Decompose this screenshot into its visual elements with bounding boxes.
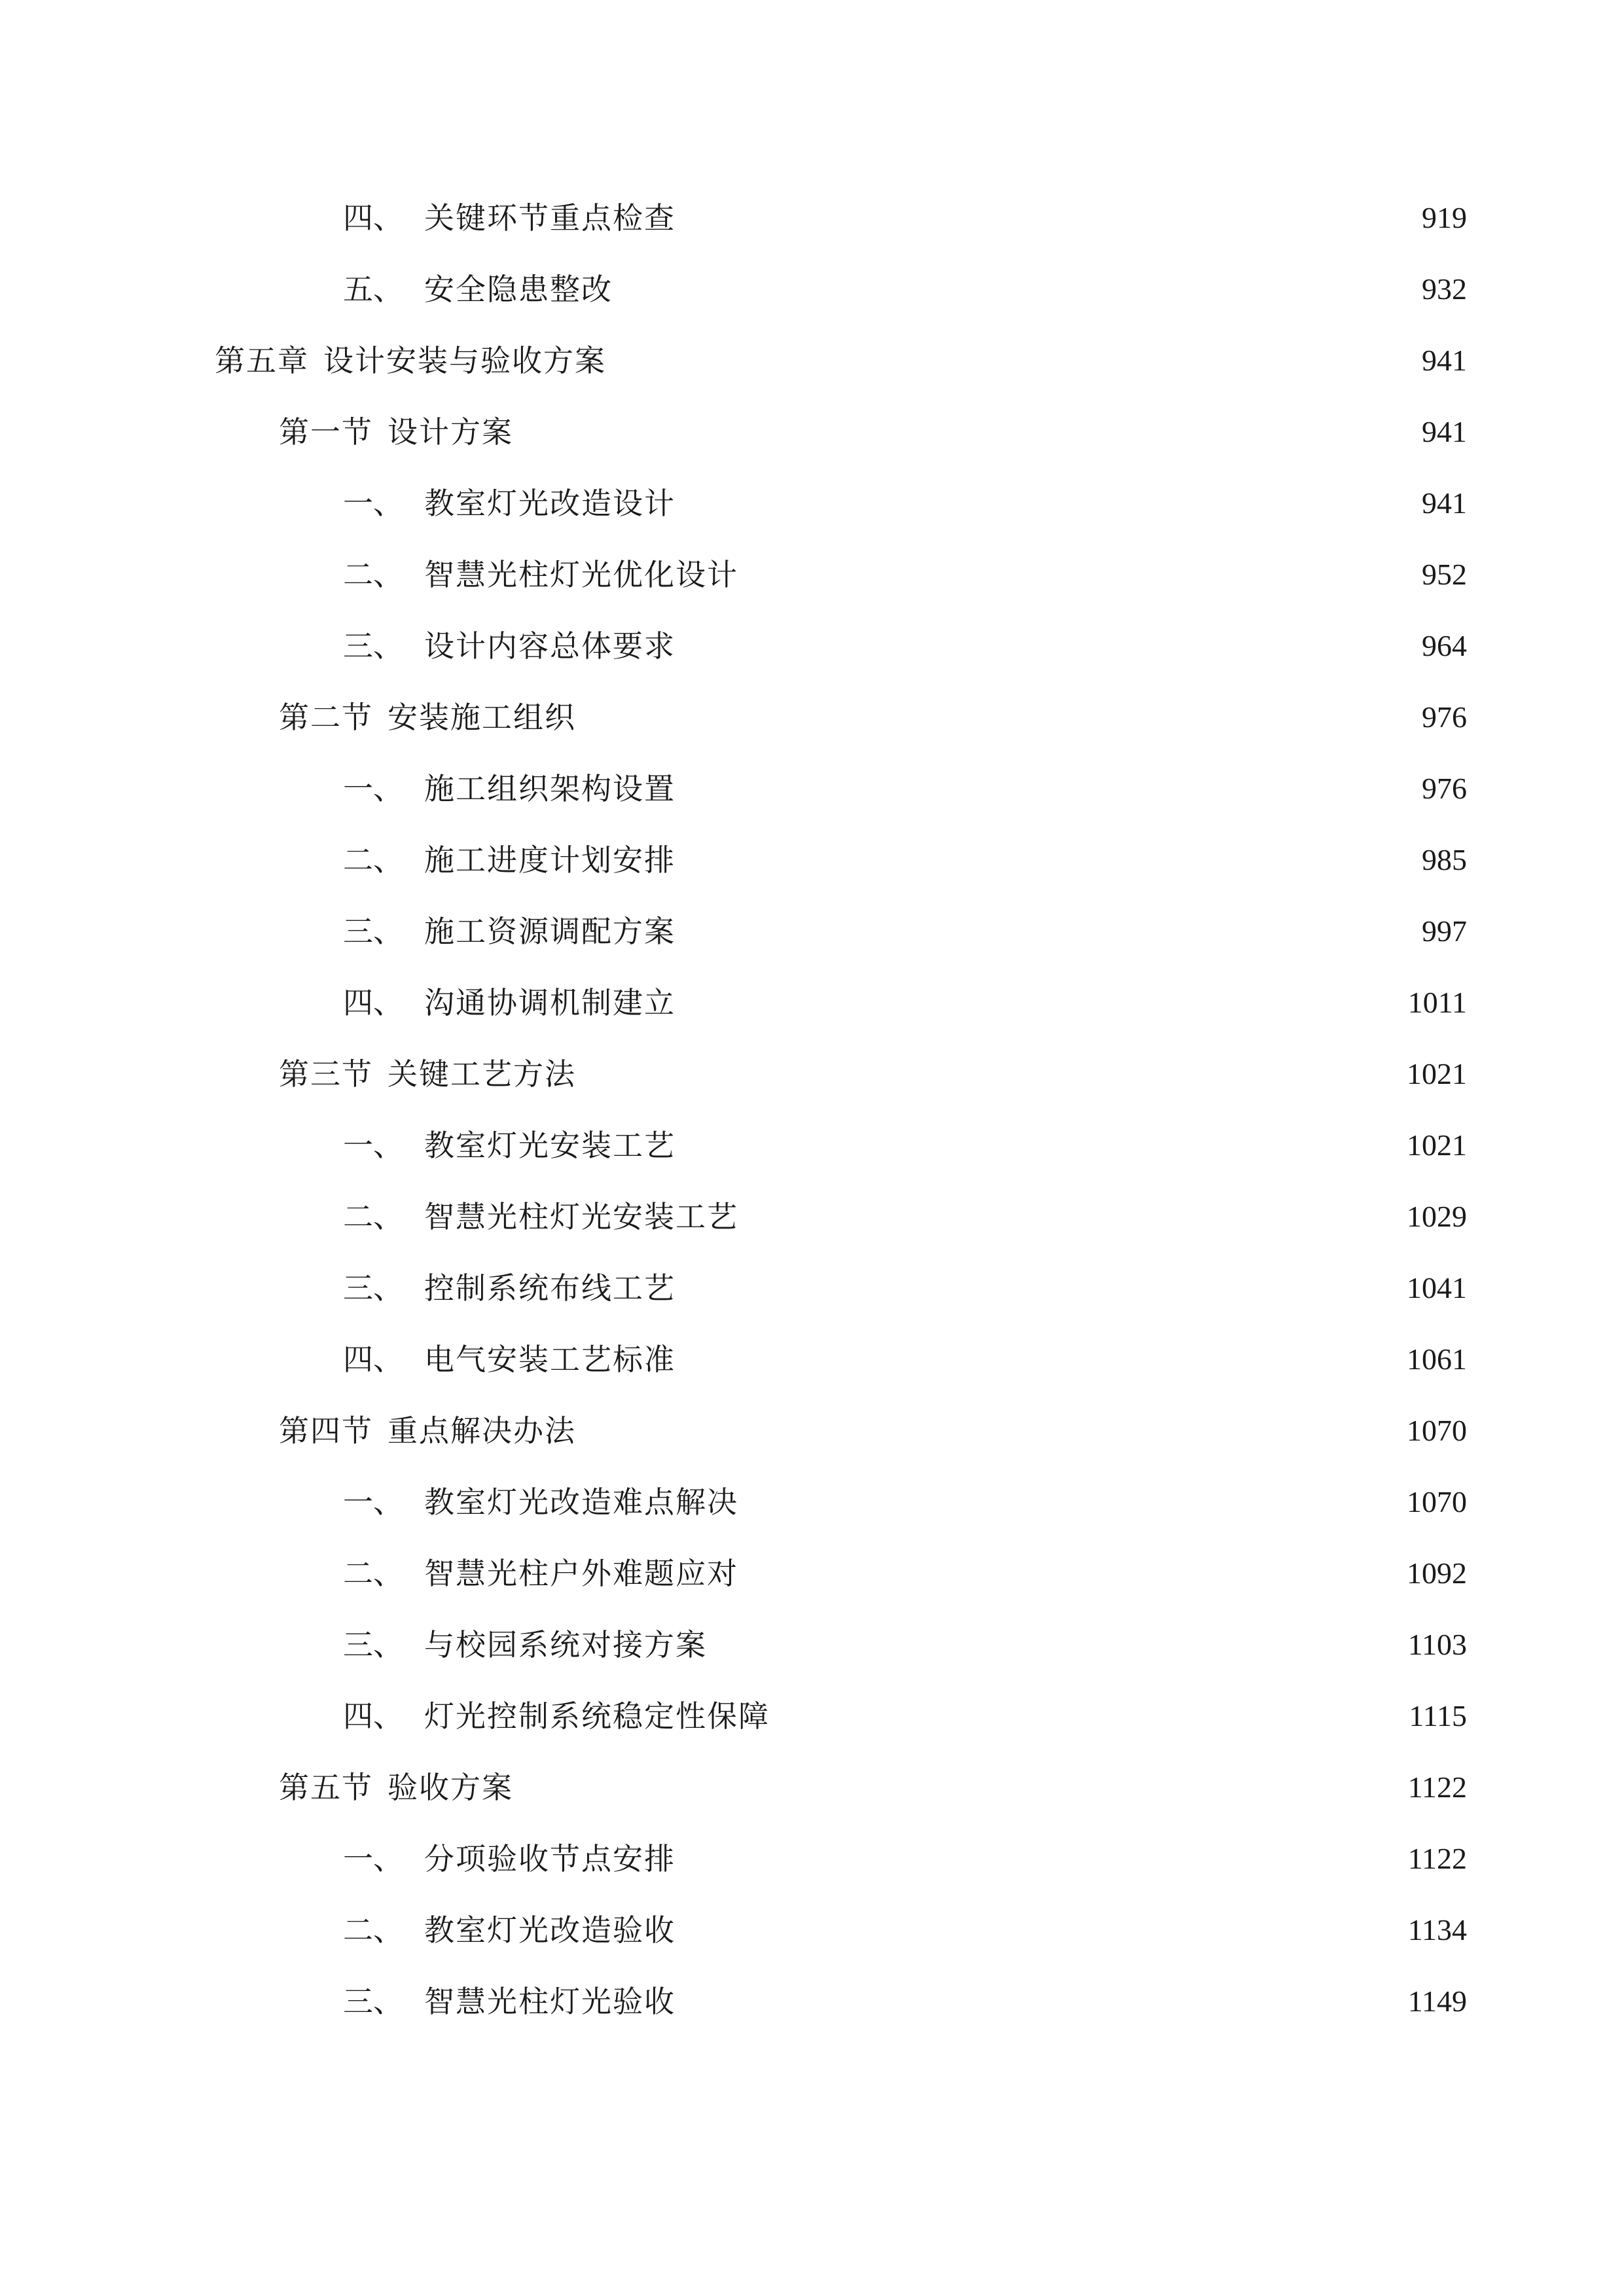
dot-leader [585, 691, 1410, 744]
toc-entry[interactable] [343, 477, 1467, 529]
toc-entry-page: 1115 [1409, 1699, 1467, 1732]
toc-entry-page: 1021 [1407, 1128, 1467, 1162]
toc-entry-number: 第五节 [279, 1770, 373, 1805]
toc-entry-number: 一、 [343, 1841, 403, 1876]
toc-entry-number: 第四节 [279, 1413, 373, 1448]
toc-entry[interactable] [343, 1119, 1467, 1172]
toc-entry-number: 三、 [343, 914, 403, 949]
dot-leader [685, 1833, 1396, 1885]
toc-entry-page: 1070 [1407, 1485, 1467, 1518]
toc-entry[interactable] [343, 905, 1467, 958]
toc-entry[interactable] [343, 1191, 1467, 1243]
toc-entry-number: 三、 [343, 628, 403, 664]
toc-entry-page: 932 [1422, 272, 1467, 306]
toc-entry-title: 设计方案 [388, 414, 513, 450]
dot-leader [685, 1975, 1396, 2028]
toc-entry-number: 二、 [343, 842, 403, 878]
toc-entry[interactable] [343, 1904, 1467, 1956]
dot-leader [716, 1619, 1396, 1671]
toc-entry-title: 电气安装工艺标准 [424, 1342, 676, 1377]
toc-entry[interactable] [343, 977, 1467, 1029]
dot-leader [615, 334, 1410, 387]
toc-entry-page: 1021 [1407, 1057, 1467, 1090]
toc-entry-number: 二、 [343, 1556, 403, 1591]
toc-entry[interactable] [343, 1476, 1467, 1528]
dot-leader [779, 1690, 1397, 1742]
toc-entry-number: 二、 [343, 1912, 403, 1948]
toc-entry-number: 四、 [343, 1342, 403, 1377]
toc-entry-title: 教室灯光改造难点解决 [424, 1484, 738, 1520]
toc-entry-title: 教室灯光安装工艺 [424, 1128, 676, 1163]
dot-leader [685, 620, 1410, 672]
toc-entry-title: 沟通协调机制建立 [424, 985, 676, 1020]
dot-leader [685, 1904, 1396, 1956]
toc-entry-title: 验收方案 [388, 1770, 513, 1805]
toc-entry-title: 分项验收节点安排 [424, 1841, 676, 1876]
toc-entry-page: 941 [1422, 486, 1467, 520]
toc-entry-page: 941 [1422, 415, 1467, 448]
toc-entry[interactable] [343, 1333, 1467, 1386]
toc-entry-number: 四、 [343, 200, 403, 236]
toc-entry-page: 1011 [1407, 986, 1467, 1019]
dot-leader [585, 1048, 1395, 1100]
toc-entry-title: 控制系统布线工艺 [424, 1270, 676, 1306]
toc-entry-page: 1061 [1407, 1342, 1467, 1376]
toc-entry[interactable] [343, 834, 1467, 886]
dot-leader [685, 834, 1410, 886]
dot-leader [748, 1191, 1395, 1243]
dot-leader [685, 192, 1410, 244]
dot-leader [685, 1333, 1395, 1386]
toc-entry-section[interactable] [279, 1761, 1467, 1814]
toc-entry-number: 三、 [343, 1270, 403, 1306]
dot-leader [685, 905, 1410, 958]
dot-leader [685, 1119, 1395, 1172]
toc-entry-title: 施工进度计划安排 [424, 842, 676, 878]
toc-entry-title: 智慧光柱灯光验收 [424, 1984, 676, 2019]
toc-entry-section[interactable] [279, 1048, 1467, 1100]
dot-leader [748, 548, 1410, 601]
toc-entry-title: 重点解决办法 [388, 1413, 576, 1448]
toc-entry-page: 1070 [1407, 1414, 1467, 1447]
toc-entry-section[interactable] [279, 1405, 1467, 1457]
toc-entry-number: 一、 [343, 771, 403, 806]
toc-entry-title: 安装施工组织 [388, 700, 576, 735]
toc-entry[interactable] [343, 263, 1467, 315]
toc-entry-page: 976 [1422, 772, 1467, 805]
toc-entry-title: 智慧光柱户外难题应对 [424, 1556, 738, 1591]
dot-leader [685, 477, 1410, 529]
toc-entry-number: 第三节 [279, 1056, 373, 1092]
toc-entry-chapter[interactable] [215, 334, 1467, 387]
toc-entry-number: 二、 [343, 557, 403, 592]
toc-entry-page: 997 [1422, 914, 1467, 948]
dot-leader [522, 1761, 1396, 1814]
toc-entry-title: 灯光控制系统稳定性保障 [424, 1698, 770, 1734]
toc-entry-title: 关键工艺方法 [388, 1056, 576, 1092]
toc-entry[interactable] [343, 1975, 1467, 2028]
toc-entry-title: 智慧光柱灯光安装工艺 [424, 1199, 738, 1234]
toc-entry-title: 关键环节重点检查 [424, 200, 676, 236]
toc-entry[interactable] [343, 1619, 1467, 1671]
toc-entry-page: 919 [1422, 201, 1467, 234]
dot-leader [685, 977, 1396, 1029]
toc-entry-title: 与校园系统对接方案 [424, 1627, 707, 1662]
toc-entry-number: 第一节 [279, 414, 373, 450]
dot-leader [585, 1405, 1395, 1457]
toc-entry-section[interactable] [279, 406, 1467, 458]
toc-entry[interactable] [343, 1833, 1467, 1885]
toc-entry-number: 一、 [343, 1484, 403, 1520]
dot-leader [622, 263, 1410, 315]
dot-leader [685, 1262, 1395, 1314]
toc-entry-title: 设计内容总体要求 [424, 628, 676, 664]
toc-entry-page: 1092 [1407, 1556, 1467, 1590]
toc-entry-page: 1103 [1407, 1628, 1467, 1661]
toc-entry-page: 976 [1422, 700, 1467, 734]
toc-entry-number: 五、 [343, 272, 403, 307]
dot-leader [748, 1476, 1395, 1528]
dot-leader [748, 1547, 1395, 1600]
toc-entry-page: 1029 [1407, 1200, 1467, 1233]
toc-entry-title: 设计安装与验收方案 [323, 343, 606, 378]
toc-entry-number: 三、 [343, 1984, 403, 2019]
toc-entry[interactable] [343, 192, 1467, 244]
toc-entry-number: 一、 [343, 1128, 403, 1163]
toc-entry-number: 第二节 [279, 700, 373, 735]
toc-entry-page: 1149 [1407, 1984, 1467, 2018]
toc-entry[interactable] [343, 1690, 1467, 1742]
toc-entry-page: 952 [1422, 558, 1467, 591]
toc-entry[interactable] [343, 1547, 1467, 1600]
toc-entry[interactable] [343, 762, 1467, 815]
toc-entry[interactable] [343, 1262, 1467, 1314]
toc-entry-title: 教室灯光改造验收 [424, 1912, 676, 1948]
toc-entry-number: 四、 [343, 985, 403, 1020]
toc-entry-page: 941 [1422, 344, 1467, 377]
toc-entry-title: 安全隐患整改 [424, 272, 613, 307]
toc-entry-section[interactable] [279, 691, 1467, 744]
toc-entry[interactable] [343, 548, 1467, 601]
toc-entry-page: 1041 [1407, 1271, 1467, 1304]
toc-entry-title: 教室灯光改造设计 [424, 486, 676, 521]
toc-entry[interactable] [343, 620, 1467, 672]
toc-entry-page: 985 [1422, 843, 1467, 876]
toc-entry-number: 四、 [343, 1698, 403, 1734]
dot-leader [522, 406, 1410, 458]
toc-entry-number: 一、 [343, 486, 403, 521]
toc-entry-number: 二、 [343, 1199, 403, 1234]
dot-leader [685, 762, 1410, 815]
toc-entry-page: 1134 [1407, 1913, 1467, 1946]
toc-entry-page: 1122 [1407, 1842, 1467, 1875]
toc-entry-page: 1122 [1407, 1770, 1467, 1804]
toc-entry-number: 第五章 [215, 343, 309, 378]
toc-entry-title: 施工资源调配方案 [424, 914, 676, 949]
toc-entry-number: 三、 [343, 1627, 403, 1662]
toc-entry-page: 964 [1422, 629, 1467, 662]
toc-entry-title: 智慧光柱灯光优化设计 [424, 557, 738, 592]
toc-entry-title: 施工组织架构设置 [424, 771, 676, 806]
